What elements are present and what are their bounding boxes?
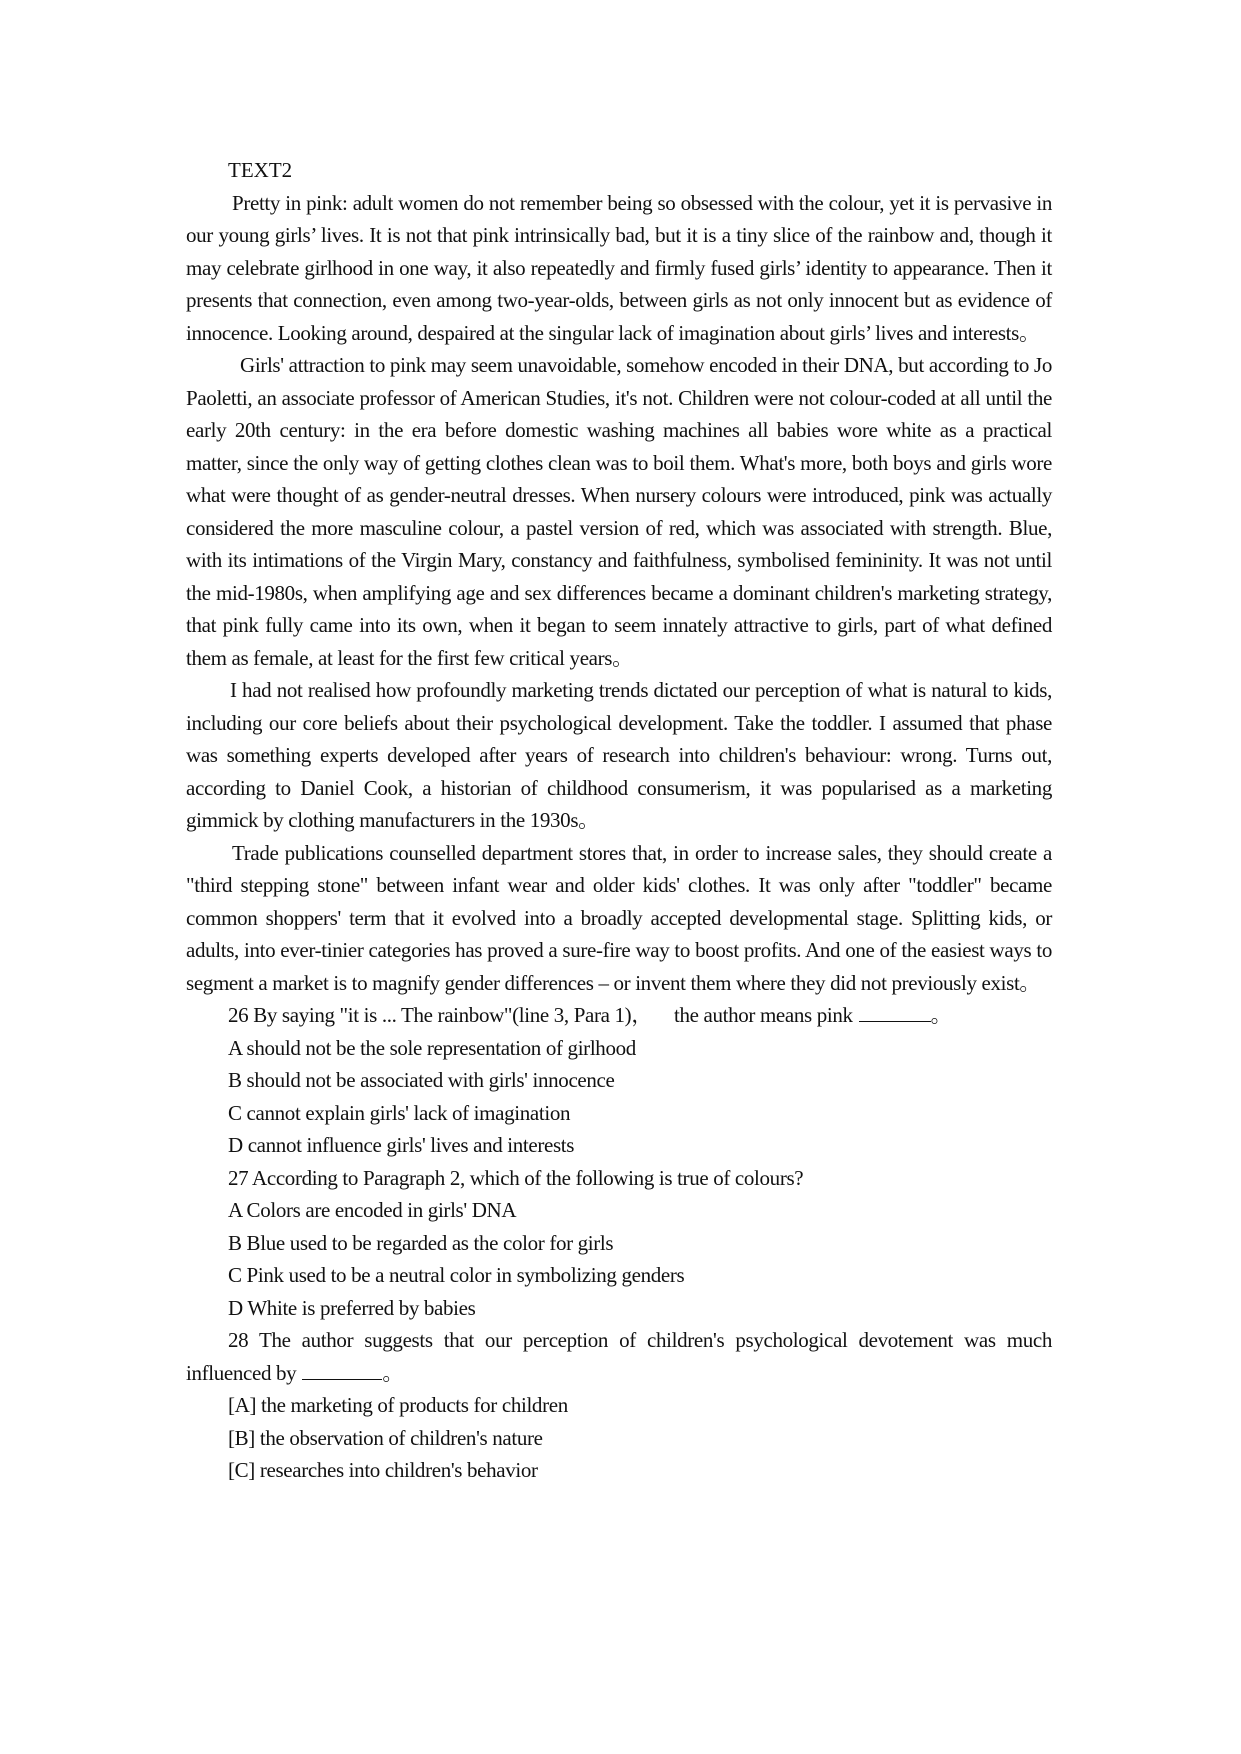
option-a: [A] the marketing of products for children — [228, 1393, 568, 1417]
option-a: A Colors are encoded in girls' DNA — [228, 1198, 517, 1222]
option-c: C cannot explain girls' lack of imagination — [228, 1100, 571, 1125]
question-28 — [186, 1324, 1052, 1487]
section-heading: TEXT2 — [228, 158, 293, 182]
paragraph-3: I had not realised how profoundly marketing trends dictated our perception of what is natural to kids, including our core beliefs about their psychological development. Take the toddler. I assumed that phase was something experts developed after years of research into children's behaviour: wrong. Turns out, according to Daniel Cook, a historian of childhood consumerism, it was popularised as a marketing gimmick by clothing manufacturers in the 1930s。 — [186, 678, 1052, 832]
document-page — [186, 154, 1052, 1487]
option-c: [C] researches into children's behavior — [228, 1458, 538, 1482]
option-b: B Blue used to be regarded as the color for girls — [228, 1230, 614, 1255]
option-b: B should not be associated with girls' innocence — [228, 1068, 615, 1092]
option-b: [B] the observation of children's nature — [228, 1425, 543, 1450]
paragraph-1: Pretty in pink: adult women do not remember being so obsessed with the colour, yet it is pervasive in our young girls’ lives. It is not that pink intrinsically bad, but it is a tiny slice of the rainbow and, though it may celebrate girlhood in one way, it also repeatedly and firmly fused girls’ identity to appearance. Then it presents that connection, even among two-year-olds, between girls as not only innocent but as evidence of innocence. Looking around, despaired at the singular lack of imagination about girls’ lives and interests。 — [186, 190, 1052, 345]
question-stem — [186, 1324, 1052, 1389]
paragraph-4: Trade publications counselled department stores that, in order to increase sales, they should create a "third stepping stone" between infant wear and older kids' clothes. It was only after "toddler" became common shoppers' term that it evolved into a broadly accepted developmental stage. Splitting kids, or adults, into ever-tinier categories has proved a sure-fire way to boost profits. And one of the easiest ways to segment a market is to magnify gender differences – or invent them where they did not previously exist。 — [186, 840, 1052, 995]
question-27 — [186, 1162, 1052, 1325]
answer-blank — [302, 1359, 382, 1380]
question-stem-end: 。 — [930, 1003, 952, 1027]
question-stem-text: 28 The author suggests that our perception of children's psychological devotement was much influenced by — [186, 1328, 1052, 1385]
question-stem-part2: the author means pink — [673, 1003, 853, 1027]
question-stem-part1: 26 By saying "it is ... The rainbow"(line 3, Para 1)， — [228, 1003, 652, 1027]
paragraph-2: Girls' attraction to pink may seem unavoidable, somehow encoded in their DNA, but according to Jo Paoletti, an associate professor of American Studies, it's not. Children were not colour-coded at all until the early 20th century: in the era before domestic washing machines all babies wore white as a practical matter, since the only way of getting clothes clean was to boil them. What's more, both boys and girls wore what were thought of as gender-neutral dresses. When nursery colours were introduced, pink was actually considered the more masculine colour, a pastel version of red, which was associated with strength. Blue, with its intimations of the Virgin Mary, constancy and faithfulness, symbolised femininity. It was not until the mid-1980s, when amplifying age and sex differences became a dominant children's marketing strategy, that pink fully came into its own, when it began to seem innately attractive to girls, part of what defined them as female, at least for the first few critical years。 — [186, 353, 1052, 670]
option-a: A should not be the sole representation of girlhood — [228, 1035, 636, 1060]
question-stem: 27 According to Paragraph 2, which of the following is true of colours? — [228, 1165, 804, 1190]
option-c: C Pink used to be a neutral color in symbolizing genders — [228, 1263, 685, 1287]
option-d: D White is preferred by babies — [228, 1295, 476, 1320]
answer-blank — [859, 1001, 931, 1022]
question-stem-end: 。 — [382, 1360, 403, 1385]
question-stem — [186, 999, 1052, 1032]
option-d: D cannot influence girls' lives and interests — [228, 1133, 575, 1157]
question-26 — [186, 999, 1052, 1162]
